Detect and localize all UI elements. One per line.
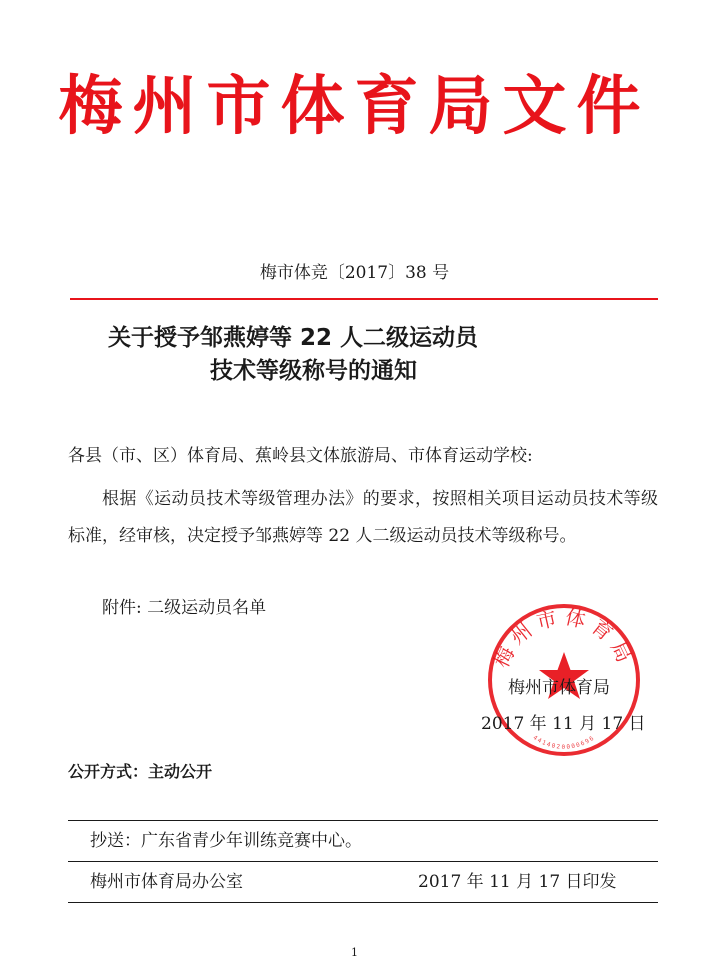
print-date: 2017 年 11 月 17 日印发 [418, 872, 617, 892]
notice-title-line-2: 技术等级称号的通知 [210, 358, 417, 384]
svg-text:4414020000696: 4414020000696 [531, 734, 597, 751]
cc-recipients: 抄送：广东省青少年训练竞赛中心。 [90, 831, 362, 851]
print-office: 梅州市体育局办公室 [90, 872, 243, 892]
addressee: 各县（市、区）体育局、蕉岭县文体旅游局、市体育运动学校: [68, 446, 533, 466]
attachment-note: 附件: 二级运动员名单 [102, 598, 267, 618]
issue-date: 2017 年 11 月 17 日 [481, 714, 646, 734]
red-divider [70, 298, 658, 300]
notice-body: 根据《运动员技术等级管理办法》的要求，按照相关项目运动员技术等级标准，经审核，决定授予邹燕婷等 22 人二级运动员技术等级称号。 [68, 489, 658, 546]
footer-rule-bottom [68, 902, 658, 903]
notice-title [108, 322, 608, 388]
footer-rule-top [68, 820, 658, 821]
issuer-name: 梅州市体育局 [508, 678, 610, 698]
notice-title-line-1: 关于授予邹燕婷等 22 人二级运动员 [108, 325, 479, 351]
page-number: 1 [351, 946, 358, 959]
svg-text:梅州市体育局: 梅州市体育局 [488, 604, 640, 672]
document-header-title: 梅州市体育局文件 [58, 70, 651, 144]
document-number: 梅市体竞〔2017〕38 号 [259, 263, 450, 283]
footer-rule-middle [68, 861, 658, 862]
disclosure-mode: 公开方式：主动公开 [68, 762, 213, 781]
